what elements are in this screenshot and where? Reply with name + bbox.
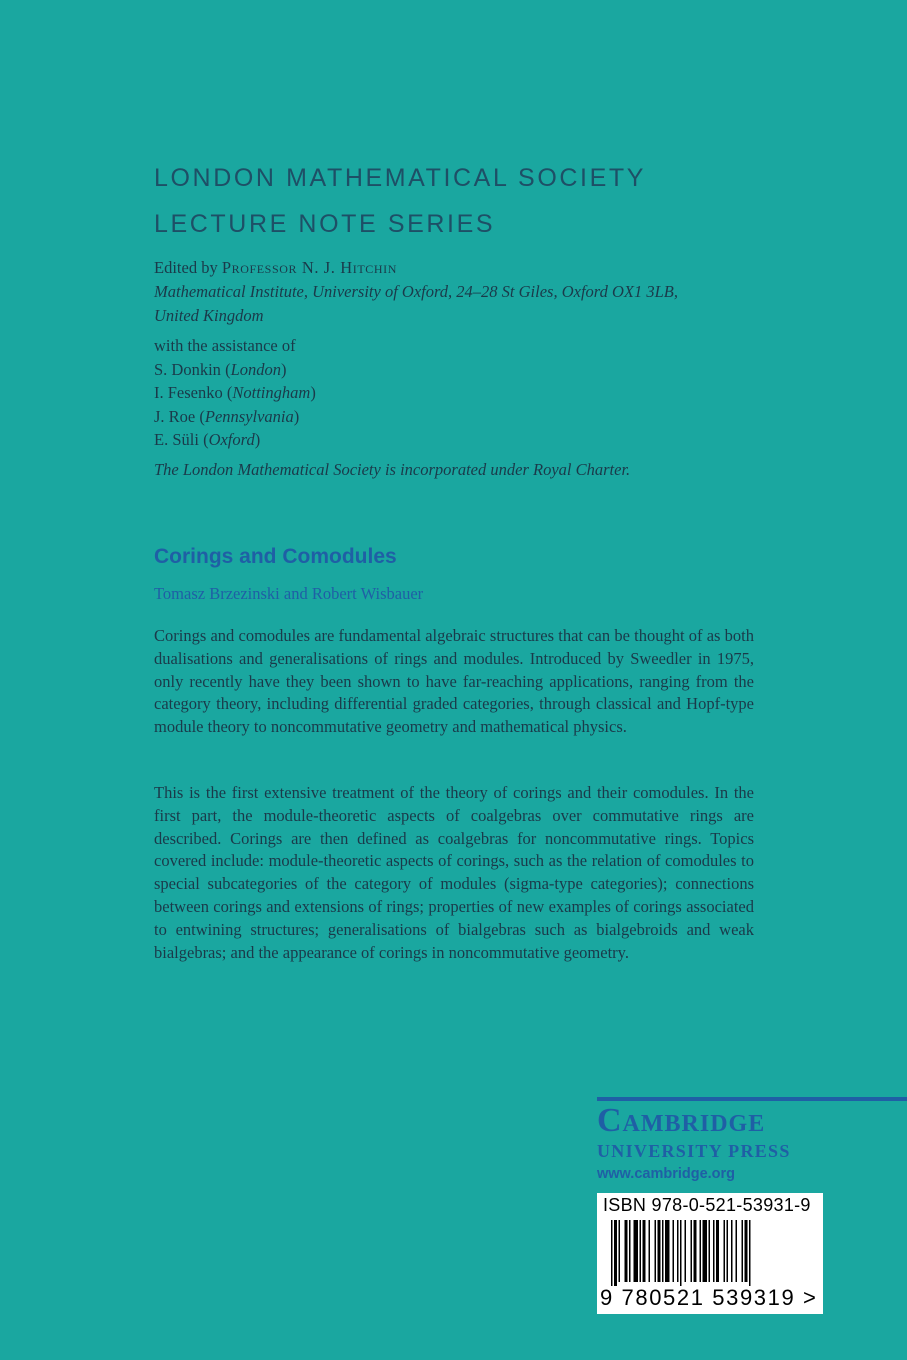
barcode-bar [736,1220,738,1282]
charter-note: The London Mathematical Society is incorporated under Royal Charter. [154,460,631,479]
description-paragraph-1: Corings and comodules are fundamental algebraic structures that can be thought of as both dualisations and generalisations of rings and modules. Introduced by Sweedler in 1975, only recently have they been shown to have far-reaching applications, ranging from the category theory, including differential graded categories, through classical and Hopf-type module theory to noncommutative geometry and mathematical physics. [154,626,754,737]
isbn-label: ISBN 978-0-521-53931-9 [603,1195,811,1215]
barcode-bar [724,1220,726,1282]
barcode-bar [749,1220,751,1286]
isbn-digits: 9 780521 539319 > [600,1285,818,1310]
barcode-bar [685,1220,687,1282]
barcode-bar [643,1220,646,1282]
barcode-bar [703,1220,708,1282]
barcode-bar [745,1220,748,1282]
assistant-3: J. Roe (Pennsylvania) [154,406,300,426]
barcode-bar [691,1220,693,1282]
book-title: Corings and Comodules [154,545,397,568]
assistant-place: Pennsylvania [204,406,294,426]
barcode-bar [640,1220,642,1282]
series-title-line-2: LECTURE NOTE SERIES [154,210,496,238]
assistant-name: J. Roe [154,406,196,426]
barcode-bar [634,1220,639,1282]
isbn-barcode [597,1193,823,1314]
barcode-bar [655,1220,657,1282]
barcode-bars [611,1220,807,1286]
barcode-bar [673,1220,675,1282]
assistance-intro: with the assistance of [154,336,296,355]
barcode-bar [694,1220,697,1282]
assistant-place: Oxford [208,430,255,449]
editor-country: United Kingdom [154,306,264,325]
assistant-name: S. Donkin [154,359,221,379]
barcode-bar [614,1220,617,1286]
barcode-bar [658,1220,661,1282]
barcode-bar [611,1220,613,1286]
series-title-line-1: LONDON MATHEMATICAL SOCIETY [154,164,647,192]
publisher-name: Cambridge [597,1102,766,1139]
publisher-rule [597,1097,907,1101]
assistant-place: London [230,359,281,379]
barcode-bar [680,1220,682,1286]
barcode-bar [629,1220,631,1282]
barcode-bar [619,1220,621,1282]
barcode-bar [677,1220,679,1282]
barcode-bar [713,1220,715,1282]
assistant-name: I. Fesenko [154,383,223,402]
barcode-bar [709,1220,711,1282]
assistant-place: Nottingham [232,383,311,402]
publisher-url: www.cambridge.org [597,1166,736,1182]
editor-block [154,256,794,328]
assistant-1: S. Donkin (London) [154,359,287,379]
barcode-bar [731,1220,733,1282]
editor-name: Professor N. J. Hitchin [221,258,398,277]
assistance-block [154,334,316,452]
assistant-name: E. Süli [154,430,199,449]
barcode-bar [665,1220,670,1282]
barcode-bar [742,1220,744,1282]
book-authors: Tomasz Brzezinski and Robert Wisbauer [154,584,424,603]
publisher-press: UNIVERSITY PRESS [597,1141,791,1161]
assistant-4: E. Süli (Oxford) [154,430,261,449]
assistant-2: I. Fesenko (Nottingham) [154,383,316,402]
barcode-bar [716,1220,719,1282]
description-paragraph-2: This is the first extensive treatment of the theory of corings and their comodules. In the first part, the module-theoretic aspects of coalgebras over commutative rings are described. Corings are then defined as coalgebras for noncommutative rings. Topics covered include: module-theoretic aspects of corings, such as the relation of comodules to special subcategories of the category of modules (sigma-type categories); connections between corings and extensions of rings; properties of new examples of corings associated to entwining structures; generalisations of bialgebras such as bialgebroids and weak bialgebras; and the appearance of corings in noncommutative geometry. [154,783,754,962]
editor-institution: Mathematical Institute, University of Oxford, 24–28 St Giles, Oxford OX1 3LB, [154,282,678,301]
barcode-bar [662,1220,664,1282]
barcode-bar [700,1220,702,1282]
editor-prefix: Edited by [154,258,218,277]
barcode-bar [649,1220,651,1282]
barcode-bar [727,1220,729,1282]
barcode-bar [625,1220,628,1282]
